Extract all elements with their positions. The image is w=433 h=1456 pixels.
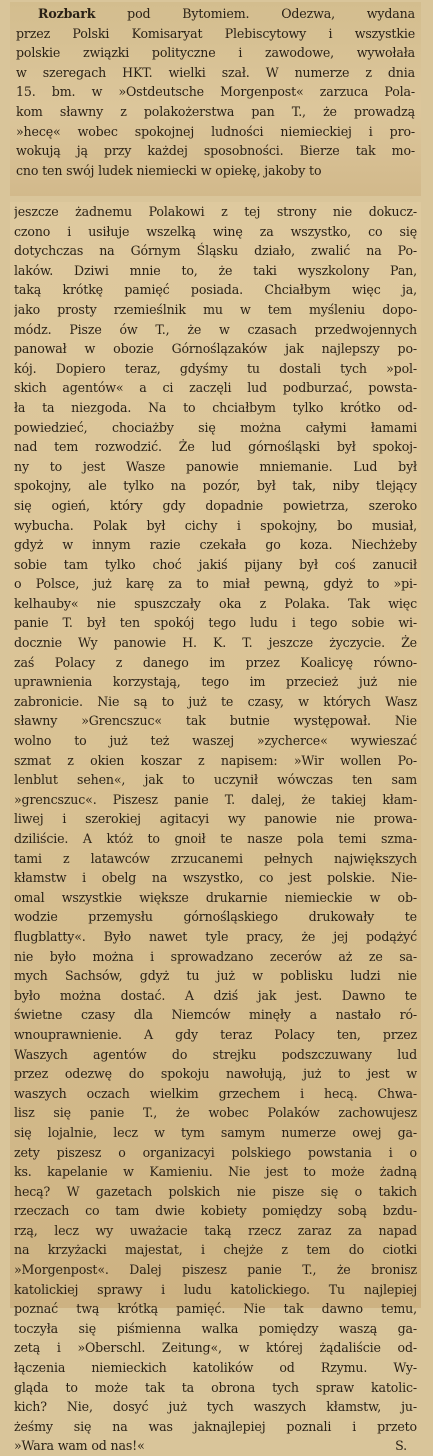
text-line: ny to jest Wasze panowie mniemanie. Lud był (14, 458, 417, 474)
text-line: nad tem rozwodzić. Że lud górnośląski był spokoj- (14, 439, 417, 455)
text-line: panie T. był ten spokój tego ludu i tego sobie wi- (14, 615, 417, 631)
text-line: »hecę« wobec spokojnej ludności niemieckiej i pro- (16, 123, 415, 139)
text-line: jako prosty rzemieślnik mu w tem myśleniu dopo- (14, 301, 417, 317)
text-line: wolno to już też waszej »zycherce« wywieszać (14, 733, 417, 749)
text-line: rzeczach co tam dwie kobiety pomiędzy sobą bzdu- (14, 1203, 417, 1219)
text-line: zabronicie. Nie są to już te czasy, w których Wasz (14, 693, 417, 709)
closing-row (14, 1436, 417, 1456)
text-line: łączenia niemieckich katolików od Rzymu. Wy- (14, 1360, 417, 1376)
text-line: w szeregach HKT. wielki szał. W numerze z dnia (16, 64, 415, 80)
text-line: cno ten swój ludek niemiecki w opiekę, jakoby to (16, 162, 322, 178)
text-line: ks. kapelanie w Kamieniu. Nie jest to może żadną (14, 1164, 417, 1180)
text-line: na krzyżacki majestat, i chejże z tem do ciotki (14, 1242, 417, 1258)
text-line: się lojalnie, lecz w tym samym numerze owej ga- (14, 1124, 417, 1140)
text-line: docznie Wy panowie H. K. T. jeszcze życzycie. Że (14, 635, 417, 651)
text-line: omal wszystkie większe drukarnie niemieckie w ob- (14, 889, 417, 905)
text-line: módz. Pisze ów T., że w czasach przedwojennych (14, 321, 417, 337)
text-line: gdyż w innym razie czekała go koza. Niechżeby (14, 537, 417, 553)
text-line: skich agentów« a ci zaczęli lud podburzać, powsta- (14, 380, 417, 396)
text-line: laków. Dziwi mnie to, że taki wyszkolony Pan, (14, 262, 417, 278)
text-line: polskie związki polityczne i zawodowe, wywołała (16, 45, 415, 61)
text-line: gląda to może tak ta obrona tych spraw katolic- (14, 1379, 417, 1395)
text-line: wokują ją przy każdej sposobności. Bierze tak mo- (16, 143, 415, 159)
text-line: żeśmy się na was jaknajlepiej poznali i przeto (14, 1418, 417, 1434)
text-line: wybucha. Polak był cichy i spokojny, bo musiał, (14, 517, 417, 533)
text-line: wodzie przemysłu górnośląskiego drukowały te (14, 909, 417, 925)
text-line: zety piszesz o organizacyi polskiego powstania i o (14, 1144, 417, 1160)
text-line: tami z latawców zrzucanemi pełnych największych (14, 850, 417, 866)
text-line: dotychczas na Górnym Śląsku działo, zwalić na Po- (14, 243, 417, 259)
text-line: spokojny, ale tylko na pozór, był tak, niby tlejący (14, 478, 417, 494)
text-line: rzą, lecz wy uważacie taką rzecz zaraz za napad (14, 1222, 417, 1238)
text-line: 15. bm. w »Ostdeutsche Morgenpost« zarzuca Pola- (16, 84, 415, 100)
text-line: waszych oczach wielkim grzechem i hecą. Chwa- (14, 1085, 417, 1101)
text-line: sobie tam tylko choć jakiś pijany był coś zanucił (14, 556, 417, 572)
text-line: świetne czasy dla Niemców minęły a nastało ró- (14, 1007, 417, 1023)
text-line: flugblatty«. Było nawet tyle pracy, że jej podążyć (14, 928, 417, 944)
text-line: wnouprawnienie. A gdy teraz Polacy ten, przez (14, 1026, 417, 1042)
text-line: jeszcze żadnemu Polakowi z tej strony nie dokucz- (14, 204, 417, 219)
text-line: sławny »Grencszuc« tak butnie występował. Nie (14, 713, 417, 729)
author-signature: S. (395, 1438, 407, 1454)
closing-line: »Wara wam od nas!« (14, 1438, 145, 1454)
text-line: lenblut sehen«, jak to uczynił wówczas ten sam (14, 772, 417, 788)
text-line: przez odezwę do spokoju nawołują, już to jest w (14, 1066, 417, 1082)
text-line: kłamstw i obelg na wszystko, co jest polskie. Nie- (14, 870, 417, 886)
text-line: było można dostać. A dziś jak jest. Dawno te (14, 987, 417, 1003)
text-line: Waszych agentów do strejku podszczuwany lud (14, 1046, 417, 1062)
clipping-bottom (10, 202, 421, 1454)
text-line: mych Sachsów, gdyż tu już w poblisku ludzi nie (14, 968, 417, 984)
dateline-place: Rozbark (38, 6, 96, 21)
text-line: Rozbark pod Bytomiem. Odezwa, wydana (38, 6, 415, 21)
text-line: kój. Dopiero teraz, gdyśmy tu dostali tych »pol- (14, 360, 417, 376)
text-line: kich? Nie, dosyć już tych waszych kłamstw, ju- (14, 1399, 417, 1415)
text-line: szmat z okien koszar z napisem: »Wir wollen Po- (14, 752, 417, 768)
text-line: zaś Polacy z danego im przez Koalicyę równo- (14, 654, 417, 670)
text-line: ła ta niezgoda. Na to chciałbym tylko krótko od- (14, 399, 417, 415)
clipping-top (10, 2, 421, 196)
text-line: hecą? W gazetach polskich nie pisze się o takich (14, 1183, 417, 1199)
text-line: kom sławny z polakożerstwa pan T., że prowadzą (16, 103, 415, 119)
text-line: »grencszuc«. Piszesz panie T. dalej, że takiej kłam- (14, 791, 417, 807)
text-line: się ogień, który gdy dopadnie powietrza, szeroko (14, 497, 417, 513)
text-line: taką krótkę pamięć posiada. Chciałbym więc ja, (14, 282, 417, 298)
text-line: o Polsce, już karę za to miał pewną, gdyż to »pi- (14, 576, 417, 592)
text-line: »Morgenpost«. Dalej piszesz panie T., że bronisz (14, 1262, 417, 1278)
text-line: lisz się panie T., że wobec Polaków zachowujesz (14, 1105, 417, 1121)
text-line: powiedzieć, chociażby się można całymi łamami (14, 419, 417, 435)
text-line: kelhauby« nie spuszczały oka z Polaka. Tak więc (14, 595, 417, 611)
text-line: panował w obozie Górnoślązaków jak najlepszy po- (14, 341, 417, 357)
text-line: przez Polski Komisaryat Plebiscytowy i wszystkie (16, 25, 415, 41)
text-line: uprawnienia korzystają, tego im przecież już nie (14, 674, 417, 690)
text-line: zetą i »Oberschl. Zeitung«, w której żądaliście od- (14, 1340, 417, 1356)
text-line: liwej i szerokiej agitacyi wy panowie nie prowa- (14, 811, 417, 827)
text-line: dziliście. A któż to gnoił te nasze pola temi szma- (14, 831, 417, 846)
text-line: czono i usiłuje wszelką winę za wszystko, co się (14, 223, 417, 239)
text-line: poznać twą krótką pamięć. Nie tak dawno temu, (14, 1301, 417, 1317)
text-line: nie było można i sprowadzano zecerów aż ze sa- (14, 948, 417, 964)
text-line: katolickiej sprawy i ludu katolickiego. Tu najlepiej (14, 1281, 417, 1297)
text-line: toczyła się piśmienna walka pomiędzy waszą ga- (14, 1320, 417, 1336)
